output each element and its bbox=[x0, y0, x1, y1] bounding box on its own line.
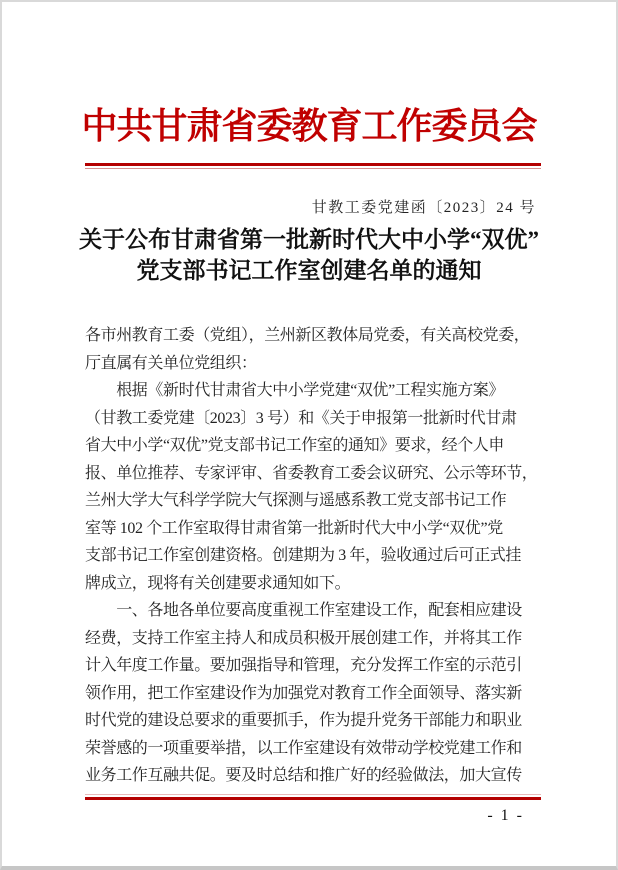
body-line: 领作用，把工作室建设作为加强党对教育工作全面领导、落实新 bbox=[85, 684, 522, 702]
header-rule-thick-line bbox=[85, 163, 541, 166]
document-title-line2: 党支部书记工作室创建名单的通知 bbox=[136, 258, 482, 283]
header-rule-thin-line bbox=[85, 168, 541, 169]
footer-rule-thick-line bbox=[85, 797, 541, 800]
body-line: 兰州大学大气科学学院大气探测与遥感系教工党支部书记工作 bbox=[85, 492, 507, 509]
body-line: 报、单位推荐、专家评审、省委教育工委会议研究、公示等环节， bbox=[85, 464, 538, 482]
document-title bbox=[2, 224, 616, 286]
footer-rule bbox=[85, 794, 541, 800]
body-line: 牌成立，现将有关创建要求通知如下。 bbox=[85, 574, 351, 592]
body-line: 一、各地各单位要高度重视工作室建设工作，配套相应建设 bbox=[85, 602, 522, 619]
body-line: 业务工作互融共促。要及时总结和推广好的经验做法，加大宣传 bbox=[85, 767, 522, 784]
footer-rule-thin-line bbox=[85, 794, 541, 795]
document-title-line1: 关于公布甘肃省第一批新时代大中小学“双优” bbox=[79, 227, 539, 252]
body-line: 根据《新时代甘肃省大中小学党建“双优”工程实施方案》 bbox=[85, 382, 505, 399]
issuing-org-title: 中共甘肃省委教育工作委员会 bbox=[81, 106, 537, 146]
header-rule bbox=[85, 163, 541, 169]
body-line: 荣誉感的一项重要举措，以工作室建设有效带动学校党建工作和 bbox=[85, 739, 522, 757]
body-line: 省大中小学“双优”党支部书记工作室的通知》要求，经个人申 bbox=[85, 437, 505, 454]
body-line: 经费，支持工作室主持人和成员积极开展创建工作，并将其工作 bbox=[85, 629, 522, 647]
document-body bbox=[85, 322, 543, 790]
page-number: - 1 - bbox=[487, 807, 524, 824]
body-line: 支部书记工作室创建资格。创建期为 3 年，验收通过后可正式挂 bbox=[85, 547, 522, 564]
body-line: 时代党的建设总要求的重要抓手，作为提升党务干部能力和职业 bbox=[85, 712, 522, 729]
body-line: 各市州教育工委（党组），兰州新区教体局党委，有关高校党委， bbox=[85, 327, 530, 344]
body-line: （甘教工委党建〔2023〕3 号）和《关于申报第一批新时代甘肃 bbox=[85, 409, 517, 427]
body-line: 室等 102 个工作室取得甘肃省第一批新时代大中小学“双优”党 bbox=[85, 519, 503, 537]
body-line: 厅直属有关单位党组织： bbox=[85, 354, 257, 372]
body-line: 计入年度工作量。要加强指导和管理，充分发挥工作室的示范引 bbox=[85, 657, 522, 674]
document-number: 甘教工委党建函〔2023〕24 号 bbox=[311, 200, 536, 216]
